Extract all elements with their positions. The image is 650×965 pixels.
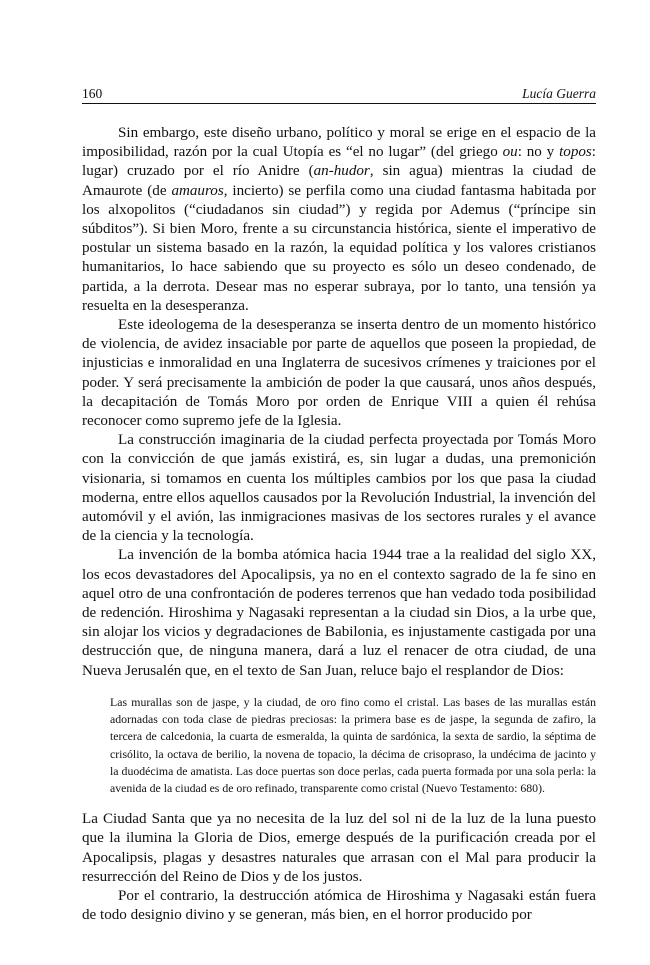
paragraph-2: Este ideologema de la desesperanza se inserta dentro de un momento histórico de violencia, de avidez insaciable por parte de aquellos que poseen la propiedad, de injusticias e inmoralidad en una Inglaterra de sucesivos crímenes y traiciones por el poder. Y será precisamente la ambición de poder la que causará, unos años después, la decapitación de Tomás Moro por orden de Enrique VIII a quien él rehúsa reconocer como supremo jefe de la Iglesia.	[82, 317, 596, 430]
paragraph-3: La construcción imaginaria de la ciudad perfecta proyectada por Tomás Moro con la convicción de que jamás existirá, es, sin lugar a dudas, una premonición visionaria, si tomamos en cuenta los múltiples cambios por los que pasa la ciudad moderna, entre ellos aquellos causados por la Revolución Industrial, la invención del automóvil y el avión, las inmigraciones masivas de los sectores rurales y el avance de la ciencia y la tecnología.	[82, 432, 596, 545]
running-header	[82, 86, 596, 104]
paragraph-6: Por el contrario, la destrucción atómica de Hiroshima y Nagasaki están fuera de todo designio divino y se generan, más bien, en el horror producido por	[82, 887, 596, 924]
paragraph-4: La invención de la bomba atómica hacia 1944 trae a la realidad del siglo XX, los ecos devastadores del Apocalipsis, ya no en el contexto sagrado de la fe sino en aquel otro de una confrontación de poderes terrenos que han vedado toda posibilidad de redención. Hiroshima y Nagasaki representan a la ciudad sin Dios, a la urbe que, sin alojar los vicios y degradaciones de Babilonia, es injustamente castigada por una destrucción que, de ninguna manera, dará a luz el renacer de otra ciudad, de una Nueva Jerusalén que, en el texto de San Juan, reluce bajo el resplandor de Dios:	[82, 547, 596, 679]
block-quote: Las murallas son de jaspe, y la ciudad, de oro fino como el cristal. Las bases de las murallas están adornadas con toda clase de piedras preciosas: la primera base es de jaspe, la segunda de zafiro, la tercera de calcedonia, la cuarta de esmeralda, la quinta de sardónica, la sexta de sardio, la séptima de crisólito, la octava de berilio, la novena de topacio, la décima de crisopraso, la undécima de jacinto y la duodécima de amatista. Las doce puertas son doce perlas, cada puerta formada por una sola perla: la avenida de la ciudad es de oro refinado, transparente como cristal (Nuevo Testamento: 680).	[110, 694, 596, 795]
running-head-author: Lucía Guerra	[522, 86, 596, 101]
paragraph-1: Sin embargo, este diseño urbano, político y moral se erige en el espacio de la imposibilidad, razón por la cual Utopía es “el no lugar” (del griego ou: no y topos: lugar) cruzado por el río Anidre (an-hudor, sin agua) mientras la ciudad de Amaurote (de amauros, incierto) se perfila como una ciudad fantasma habitada por los alxopolitos (“ciudadanos sin ciudad”) y regida por Ademus (“príncipe sin súbditos”). Si bien Moro, frente a su circunstancia histórica, siente el imperativo de postular un sistema basado en la razón, la equidad política y los valores cristianos humanitarios, lo hace sabiendo que su proyecto es sólo un deseo condenado, de partida, a la derrota. Desear mas no esperar subraya, por lo tanto, una tensión ya resuelta en la desesperanza.	[82, 125, 596, 314]
paragraph-5: La Ciudad Santa que ya no necesita de la luz del sol ni de la luz de la luna puesto que la ilumina la Gloria de Dios, emerge después de la purificación creada por el Apocalipsis, plagas y desastres naturales que arrasan con el Mal para producir la resurrección del Reino de Dios y de los justos.	[82, 811, 596, 885]
page-body	[82, 124, 596, 925]
page-number: 160	[82, 86, 103, 101]
